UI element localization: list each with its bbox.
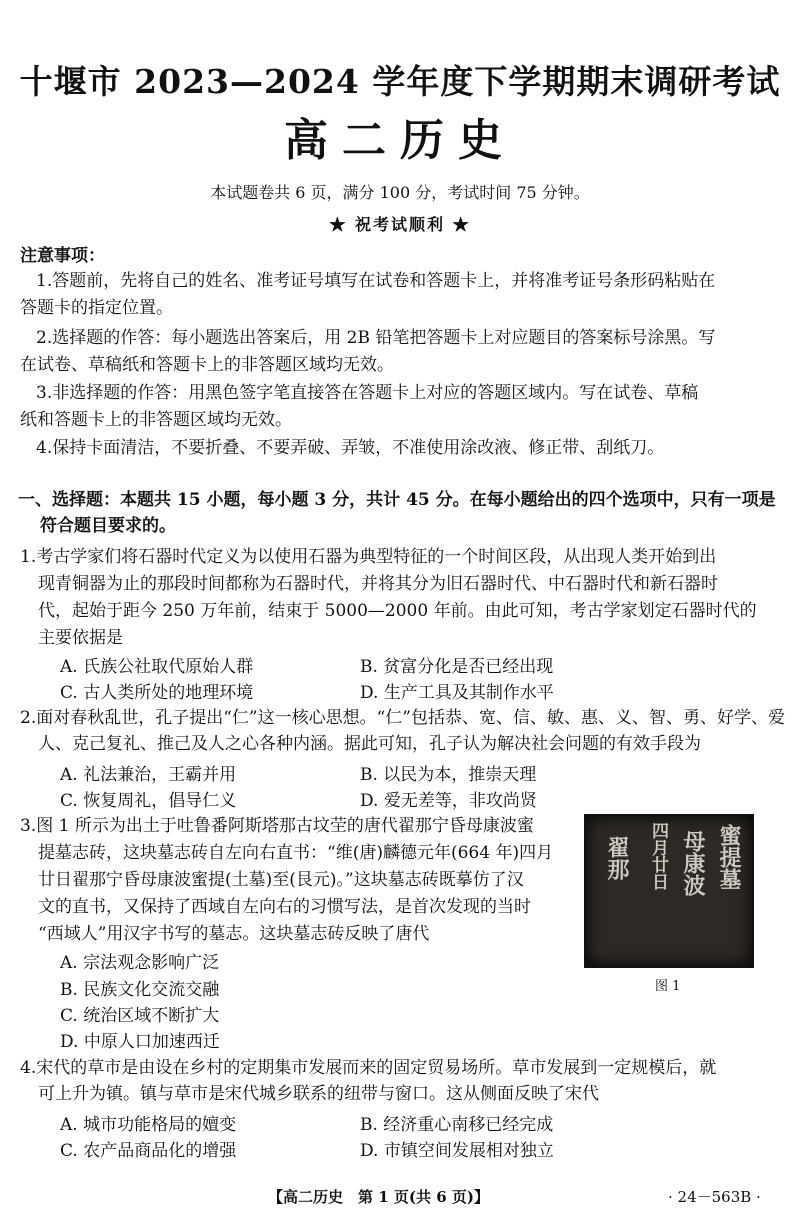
question-1-option-c: C. 古人类所处的地理环境 bbox=[60, 683, 254, 703]
tomb-brick-figure bbox=[584, 814, 754, 968]
question-4-option-d: D. 市镇空间发展相对独立 bbox=[360, 1141, 554, 1161]
question-2-text: 2.面对春秋乱世，孔子提出“仁”这一核心思想。“仁”包括恭、宽、信、敏、惠、义、智、勇、好学、爱 bbox=[20, 708, 785, 728]
question-3-text: “西域人”用汉字书写的墓志。这块墓志砖反映了唐代 bbox=[38, 924, 430, 944]
question-4-option-b: B. 经济重心南移已经完成 bbox=[360, 1115, 554, 1135]
question-4-text: 4.宋代的草市是由设在乡村的定期集市发展而来的固定贸易场所。草市发展到一定规模后，就 bbox=[20, 1058, 717, 1078]
question-2-option-a: A. 礼法兼治，王霸并用 bbox=[60, 765, 237, 785]
notice-line: 在试卷、草稿纸和答题卡上的非答题区域均无效。 bbox=[20, 355, 394, 375]
paper-code: · 24－563B · bbox=[668, 1188, 761, 1206]
blessing-text: ★ 祝考试顺利 ★ bbox=[329, 215, 471, 234]
question-1-text: 主要依据是 bbox=[38, 628, 123, 648]
question-1-text: 1.考古学家们将石器时代定义为以使用石器为典型特征的一个时间区段，从出现人类开始到出 bbox=[20, 547, 717, 567]
question-1-option-b: B. 贫富分化是否已经出现 bbox=[360, 657, 554, 677]
question-1-text: 代，起始于距今 250 万年前，结束于 5000—2000 年前。由此可知，考古学家划定石器时代的 bbox=[38, 601, 757, 621]
question-2-option-d: D. 爱无差等，非攻尚贤 bbox=[360, 791, 537, 811]
question-3-text: 3.图 1 所示为出土于吐鲁番阿斯塔那古坟茔的唐代翟那宁昏母康波蜜 bbox=[20, 816, 534, 836]
notice-line: 答题卡的指定位置。 bbox=[20, 298, 173, 318]
notice-heading: 注意事项： bbox=[20, 246, 105, 266]
question-4-option-c: C. 农产品商品化的增强 bbox=[60, 1141, 237, 1161]
notice-line: 2.选择题的作答：每小题选出答案后，用 2B 铅笔把答题卡上对应题目的答案标号涂黑。写 bbox=[36, 328, 716, 348]
question-3-option-c: C. 统治区域不断扩大 bbox=[60, 1006, 220, 1026]
notice-line: 纸和答题卡上的非答题区域均无效。 bbox=[20, 410, 292, 430]
section-heading: 一、选择题：本题共 15 小题，每小题 3 分，共计 45 分。在每小题给出的四个选项中，只有一项是 bbox=[18, 490, 776, 510]
page-footer: 【高二历史 第 1 页(共 6 页)】 bbox=[268, 1188, 489, 1206]
question-1-text: 现青铜器为止的那段时间都称为石器时代，并将其分为旧石器时代、中石器时代和新石器时 bbox=[38, 574, 718, 594]
figure-glyph: 翟那 bbox=[604, 836, 630, 880]
question-3-option-b: B. 民族文化交流交融 bbox=[60, 980, 220, 1000]
question-3-option-d: D. 中原人口加速西迁 bbox=[60, 1032, 220, 1052]
figure-glyph: 蜜提墓 bbox=[716, 824, 742, 890]
notice-line: 3.非选择题的作答：用黑色签字笔直接答在答题卡上对应的答题区域内。写在试卷、草稿 bbox=[36, 383, 699, 403]
figure-glyph: 四月廿日 bbox=[648, 822, 668, 890]
question-2-text: 人、克己复礼、推己及人之心各种内涵。据此可知，孔子认为解决社会问题的有效手段为 bbox=[38, 734, 701, 754]
question-4-text: 可上升为镇。镇与草市是宋代城乡联系的纽带与窗口。这从侧面反映了宋代 bbox=[38, 1084, 599, 1104]
question-3-text: 提墓志砖，这块墓志砖自左向右直书：“维(唐)麟德元年(664 年)四月 bbox=[38, 843, 554, 863]
section-heading: 符合题目要求的。 bbox=[40, 516, 176, 536]
question-2-option-b: B. 以民为本，推崇天理 bbox=[360, 765, 537, 785]
question-2-option-c: C. 恢复周礼，倡导仁义 bbox=[60, 791, 237, 811]
question-3-text: 文的直书，又保持了西域自左向右的习惯写法，是首次发现的当时 bbox=[38, 897, 531, 917]
figure-glyph: 母康波 bbox=[680, 830, 706, 896]
question-1-option-a: A. 氏族公社取代原始人群 bbox=[60, 657, 254, 677]
notice-line: 1.答题前，先将自己的姓名、准考证号填写在试卷和答题卡上，并将准考证号条形码粘贴在 bbox=[36, 271, 716, 291]
subject-title: 高二历史 bbox=[284, 115, 516, 166]
exam-info: 本试题卷共 6 页，满分 100 分，考试时间 75 分钟。 bbox=[210, 183, 590, 202]
figure-caption: 图 1 bbox=[655, 979, 681, 994]
question-1-option-d: D. 生产工具及其制作水平 bbox=[360, 683, 554, 703]
question-3-text: 廿日翟那宁昏母康波蜜提(土墓)至(艮元)。”这块墓志砖既摹仿了汉 bbox=[38, 870, 524, 890]
exam-title: 十堰市 2023—2024 学年度下学期期末调研考试 bbox=[19, 62, 781, 101]
question-3-option-a: A. 宗法观念影响广泛 bbox=[60, 953, 220, 973]
notice-line: 4.保持卡面清洁，不要折叠、不要弄破、弄皱，不准使用涂改液、修正带、刮纸刀。 bbox=[36, 438, 665, 458]
question-4-option-a: A. 城市功能格局的嬗变 bbox=[60, 1115, 237, 1135]
